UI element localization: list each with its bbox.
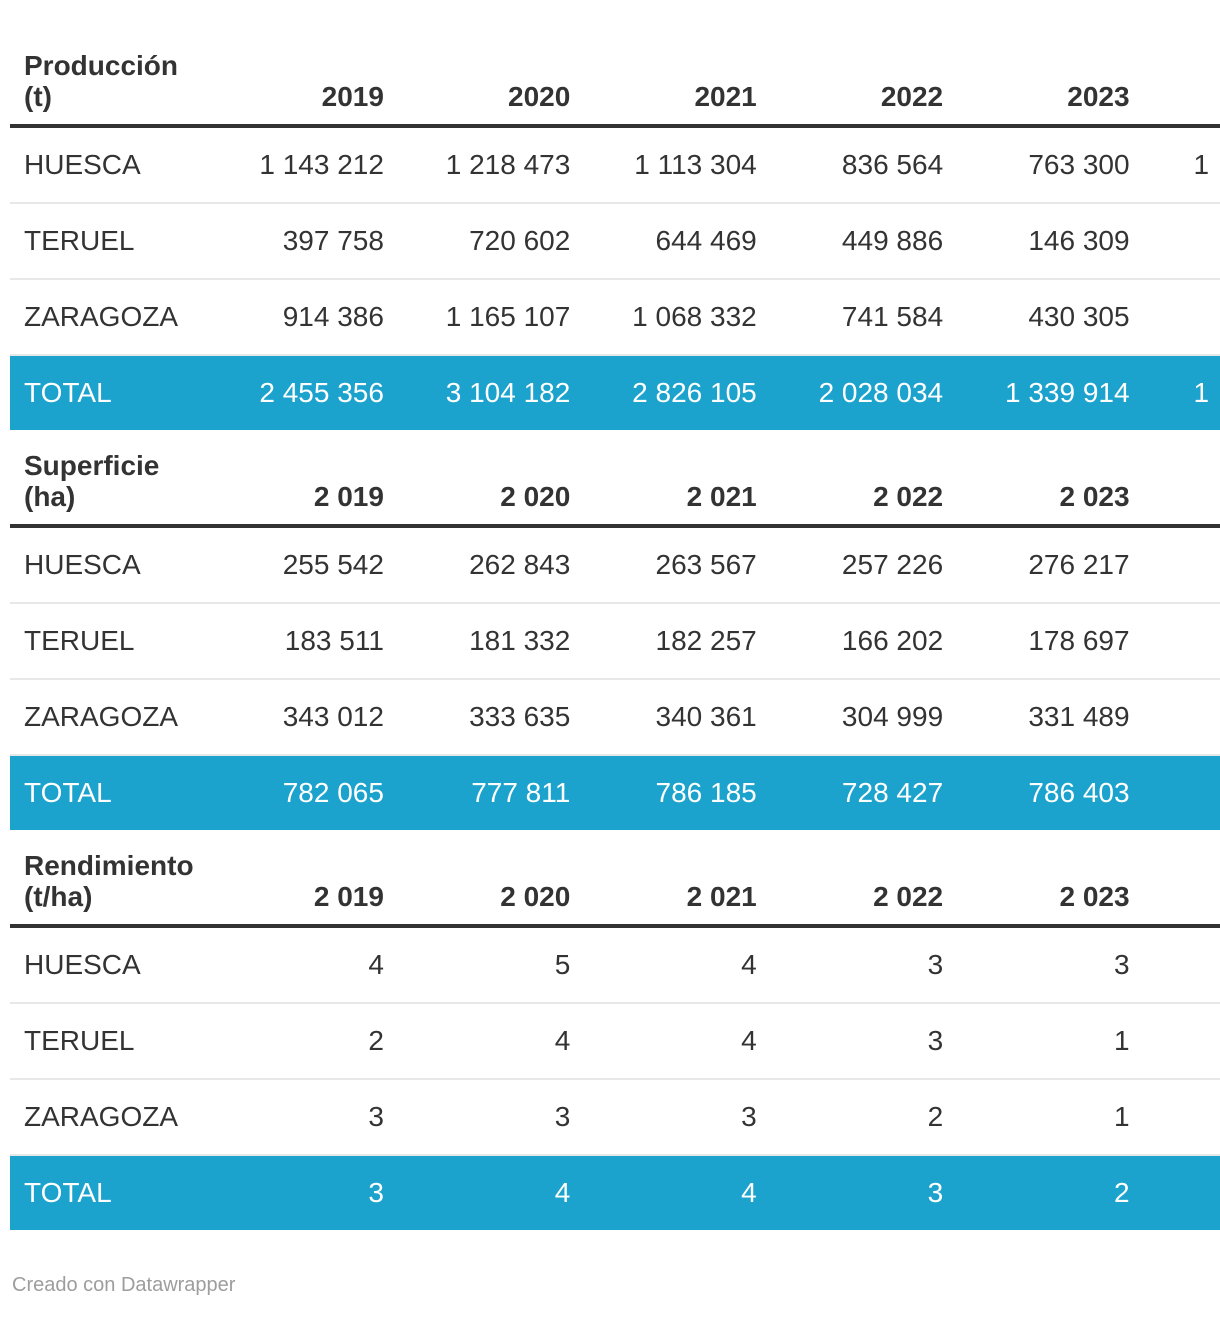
table-row [10,1079,1220,1155]
value-cell: 333 635 [398,679,584,755]
value-cell: 1 068 332 [584,279,770,355]
cutoff-column-header [1144,30,1220,126]
value-cell: 3 104 182 [398,355,584,430]
value-cell: 146 309 [957,203,1143,279]
value-cell: 263 567 [584,526,770,603]
value-cell: 3 [771,1003,957,1079]
value-cell: 4 [584,1155,770,1230]
value-cell: 449 886 [771,203,957,279]
table-row [10,203,1220,279]
value-cell: 1 113 304 [584,126,770,203]
cutoff-value-cell: 1 [1144,126,1220,203]
cutoff-value-cell [1144,926,1220,1003]
value-cell: 3 [398,1079,584,1155]
section-unit-text: (t/ha) [24,881,93,912]
footer-credit: Creado con Datawrapper [12,1274,236,1296]
data-table [10,430,1220,830]
value-cell: 3 [584,1079,770,1155]
section-title [10,430,212,526]
data-table [10,830,1220,1230]
value-cell: 3 [212,1079,398,1155]
cutoff-column-header [1144,830,1220,926]
cutoff-value-cell [1144,1003,1220,1079]
value-cell: 2 028 034 [771,355,957,430]
header-row [10,430,1220,526]
data-table [10,30,1220,430]
value-cell: 644 469 [584,203,770,279]
value-cell: 4 [584,926,770,1003]
year-header: 2 021 [584,830,770,926]
value-cell: 3 [212,1155,398,1230]
header-row [10,830,1220,926]
table-row [10,603,1220,679]
value-cell: 2 [212,1003,398,1079]
value-cell: 4 [398,1155,584,1230]
cutoff-value-cell [1144,755,1220,830]
value-cell: 166 202 [771,603,957,679]
value-cell: 763 300 [957,126,1143,203]
section-title-text: Superficie [24,450,160,481]
value-cell: 2 [771,1079,957,1155]
value-cell: 5 [398,926,584,1003]
value-cell: 340 361 [584,679,770,755]
value-cell: 3 [771,926,957,1003]
value-cell: 1 [957,1003,1143,1079]
total-row [10,755,1220,830]
cutoff-value-cell [1144,679,1220,755]
value-cell: 786 185 [584,755,770,830]
value-cell: 786 403 [957,755,1143,830]
row-label: TOTAL [10,355,212,430]
year-header: 2019 [212,30,398,126]
value-cell: 777 811 [398,755,584,830]
section-title [10,830,212,926]
value-cell: 1 [957,1079,1143,1155]
value-cell: 183 511 [212,603,398,679]
row-label: ZARAGOZA [10,279,212,355]
year-header: 2021 [584,30,770,126]
value-cell: 728 427 [771,755,957,830]
value-cell: 3 [771,1155,957,1230]
value-cell: 255 542 [212,526,398,603]
year-header: 2020 [398,30,584,126]
value-cell: 741 584 [771,279,957,355]
cutoff-value-cell [1144,279,1220,355]
value-cell: 181 332 [398,603,584,679]
section-unit-text: (t) [24,81,52,112]
section-title [10,30,212,126]
year-header: 2 020 [398,430,584,526]
year-header: 2 020 [398,830,584,926]
row-label: TOTAL [10,1155,212,1230]
value-cell: 343 012 [212,679,398,755]
row-label: HUESCA [10,526,212,603]
year-header: 2 023 [957,830,1143,926]
value-cell: 182 257 [584,603,770,679]
row-label: TERUEL [10,603,212,679]
value-cell: 3 [957,926,1143,1003]
cutoff-value-cell: 1 [1144,355,1220,430]
row-label: HUESCA [10,926,212,1003]
total-row [10,355,1220,430]
year-header: 2 019 [212,830,398,926]
year-header: 2 023 [957,430,1143,526]
value-cell: 720 602 [398,203,584,279]
row-label: TERUEL [10,203,212,279]
row-label: TERUEL [10,1003,212,1079]
year-header: 2 019 [212,430,398,526]
table-row [10,279,1220,355]
cutoff-value-cell [1144,1155,1220,1230]
year-header: 2 021 [584,430,770,526]
value-cell: 262 843 [398,526,584,603]
value-cell: 331 489 [957,679,1143,755]
table-row [10,526,1220,603]
value-cell: 2 826 105 [584,355,770,430]
cutoff-value-cell [1144,526,1220,603]
table-row [10,926,1220,1003]
header-row [10,30,1220,126]
row-label: ZARAGOZA [10,1079,212,1155]
value-cell: 276 217 [957,526,1143,603]
year-header: 2 022 [771,830,957,926]
row-label: ZARAGOZA [10,679,212,755]
section-title-text: Rendimiento [24,850,194,881]
cutoff-value-cell [1144,603,1220,679]
section-unit-text: (ha) [24,481,76,512]
year-header: 2023 [957,30,1143,126]
table-sections [0,30,1220,1230]
value-cell: 430 305 [957,279,1143,355]
section-title-text: Producción [24,50,179,81]
year-header: 2022 [771,30,957,126]
value-cell: 304 999 [771,679,957,755]
value-cell: 1 339 914 [957,355,1143,430]
value-cell: 2 [957,1155,1143,1230]
row-label: HUESCA [10,126,212,203]
total-row [10,1155,1220,1230]
value-cell: 257 226 [771,526,957,603]
cutoff-value-cell [1144,203,1220,279]
table-viewport [0,30,1220,1297]
value-cell: 2 455 356 [212,355,398,430]
value-cell: 836 564 [771,126,957,203]
value-cell: 1 165 107 [398,279,584,355]
table-row [10,1003,1220,1079]
row-label: TOTAL [10,755,212,830]
cutoff-value-cell [1144,1079,1220,1155]
value-cell: 4 [584,1003,770,1079]
value-cell: 1 143 212 [212,126,398,203]
value-cell: 397 758 [212,203,398,279]
value-cell: 914 386 [212,279,398,355]
value-cell: 4 [212,926,398,1003]
value-cell: 4 [398,1003,584,1079]
table-row [10,126,1220,203]
value-cell: 178 697 [957,603,1143,679]
table-row [10,679,1220,755]
value-cell: 782 065 [212,755,398,830]
cutoff-column-header [1144,430,1220,526]
year-header: 2 022 [771,430,957,526]
value-cell: 1 218 473 [398,126,584,203]
